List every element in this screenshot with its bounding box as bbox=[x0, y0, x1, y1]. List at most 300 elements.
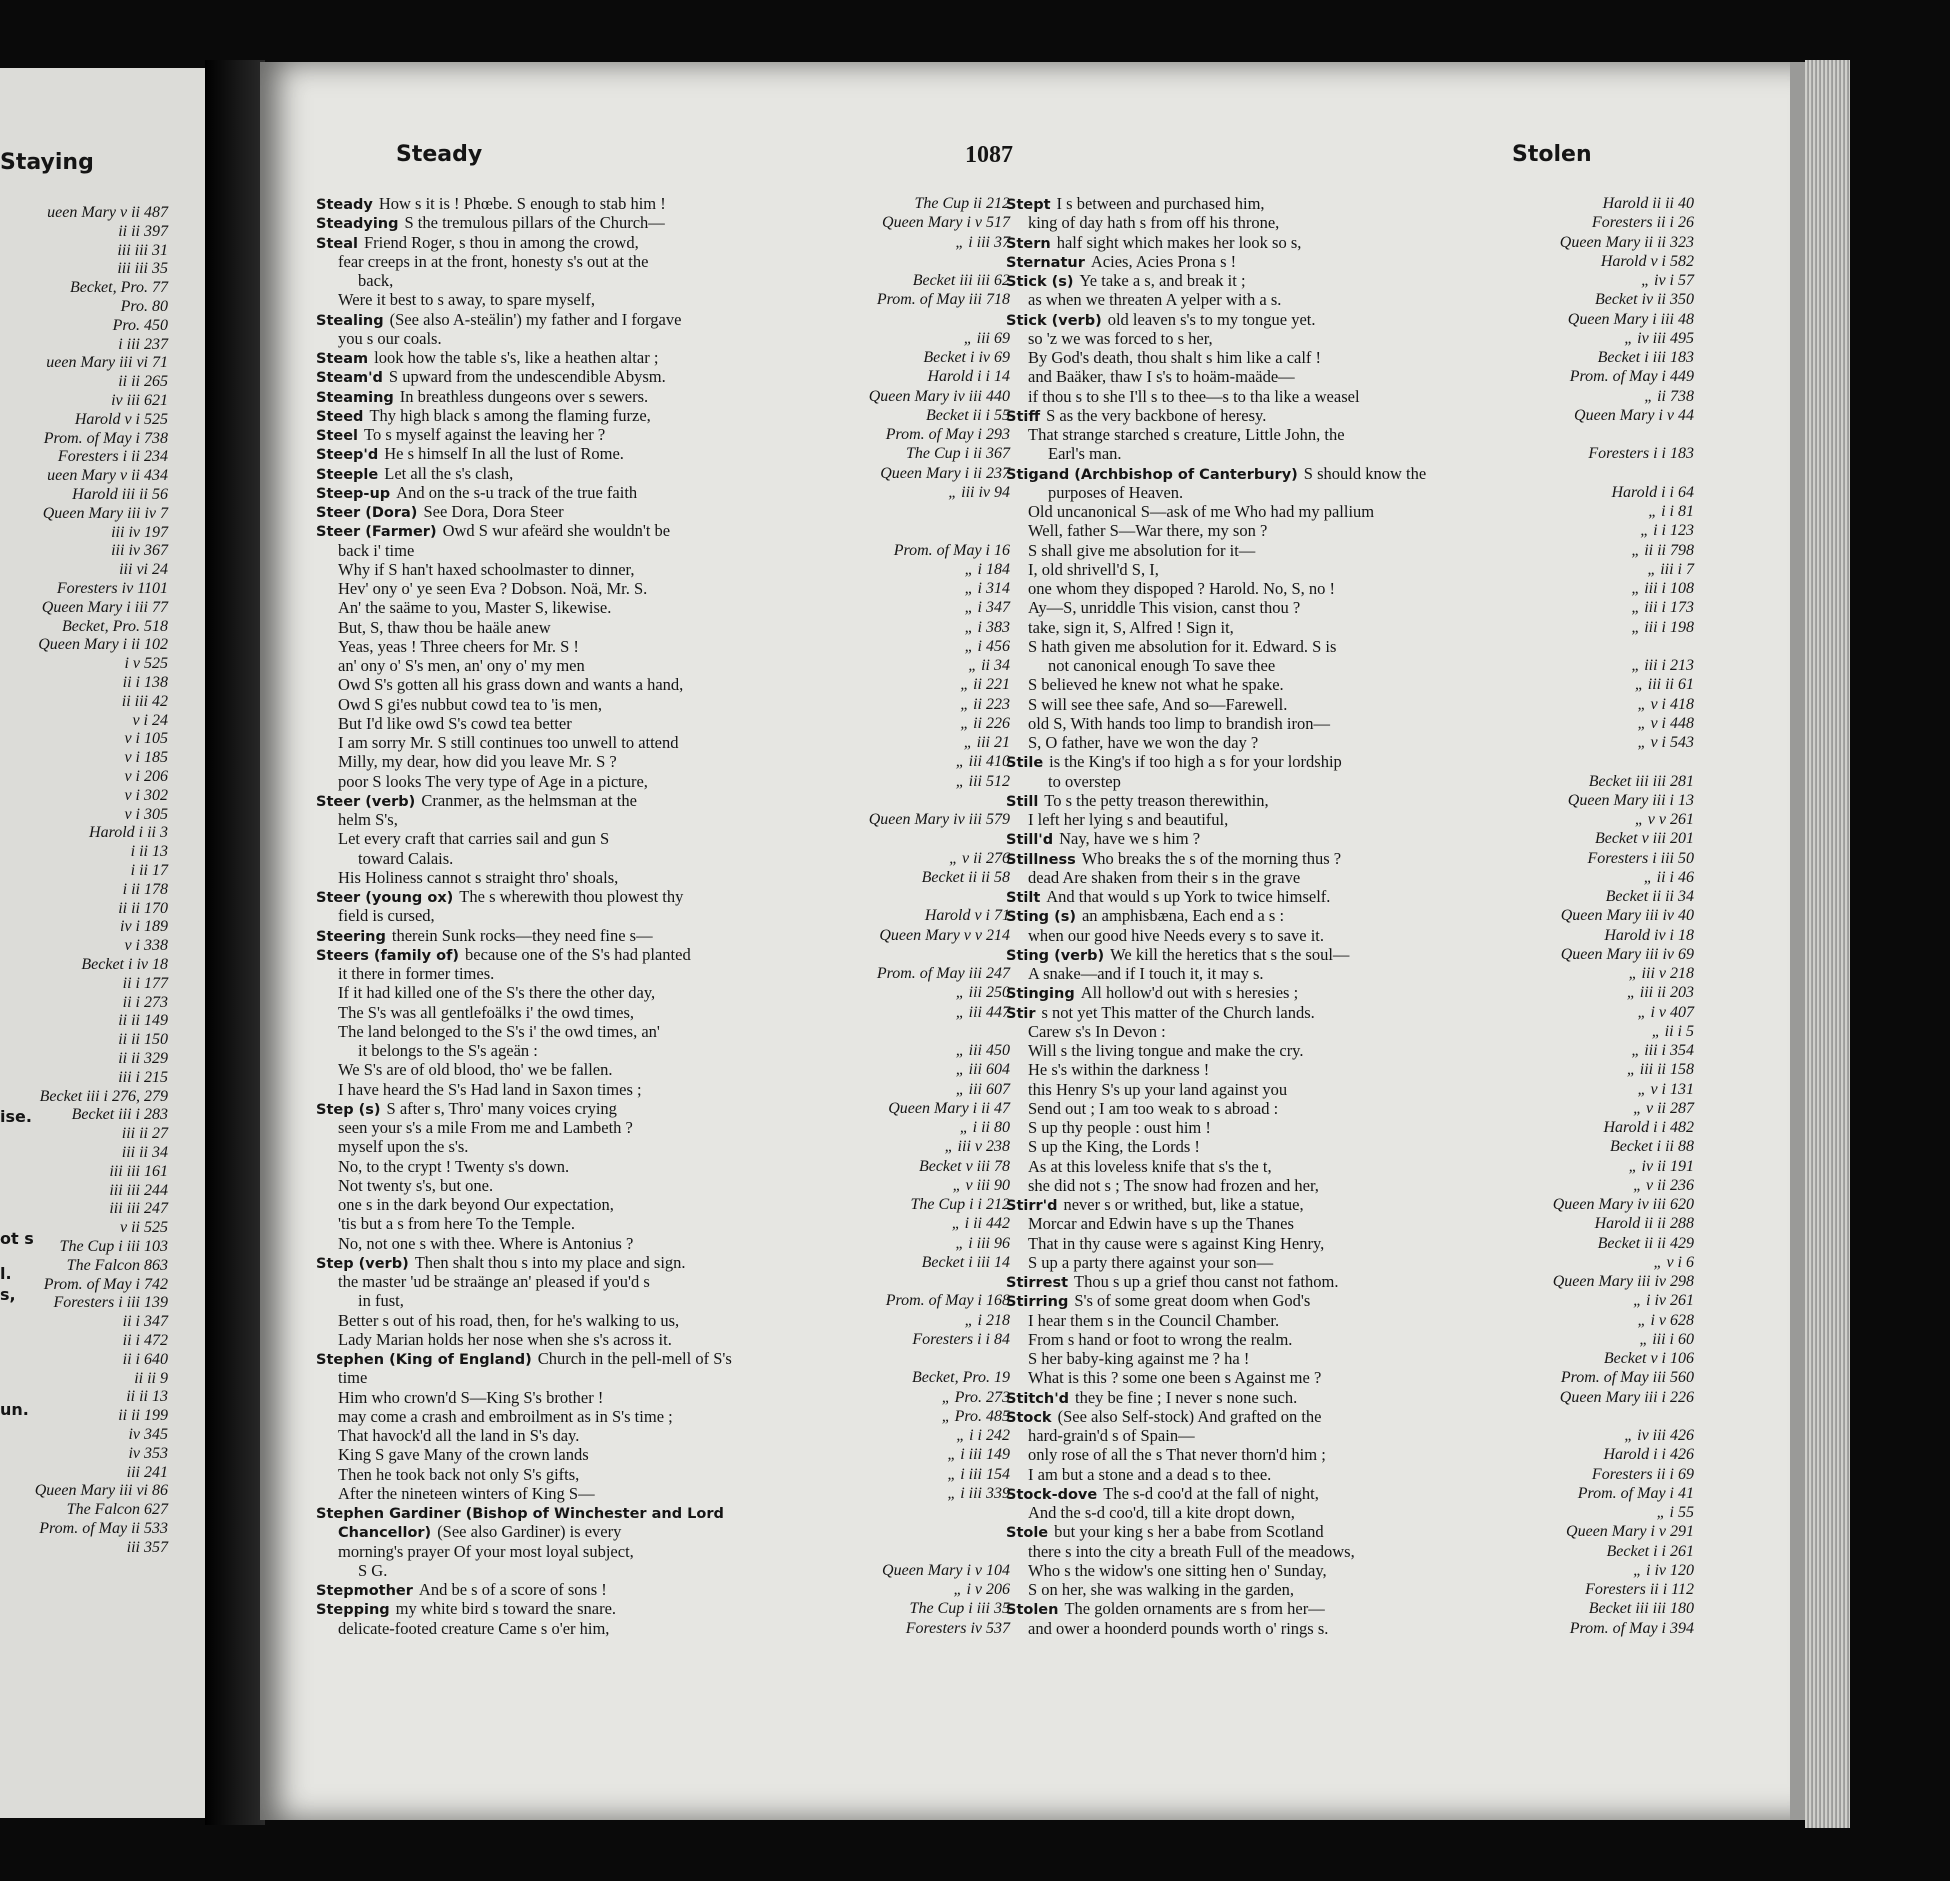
entry-quotation: half sight which makes her look so s, bbox=[1056, 232, 1302, 252]
index-entry bbox=[1006, 1330, 1694, 1350]
entry-quotation: it belongs to the S's ageän : bbox=[358, 1041, 538, 1060]
index-entry bbox=[316, 1368, 1010, 1388]
entry-quotation: Earl's man. bbox=[1048, 444, 1122, 464]
entry-text bbox=[1028, 1426, 1195, 1446]
entry-text bbox=[316, 425, 605, 446]
index-entry bbox=[1006, 1157, 1694, 1177]
entry-text bbox=[1048, 656, 1275, 676]
entry-text bbox=[316, 1349, 732, 1370]
left-page-ref: iii iii 247 bbox=[109, 1200, 168, 1218]
entry-headword: Stern bbox=[1006, 235, 1051, 252]
entry-quotation: to overstep bbox=[1048, 771, 1121, 791]
left-page-ref: i ii 17 bbox=[130, 862, 168, 879]
index-entry bbox=[316, 1561, 1010, 1581]
entry-quotation: as when we threaten A yelper with a s. bbox=[1028, 290, 1282, 310]
entry-headword: Stiff bbox=[1006, 408, 1041, 425]
entry-quotation: look how the table s's, like a heathen altar ; bbox=[374, 348, 659, 367]
entry-reference: „ iii iv 94 bbox=[948, 483, 1010, 501]
entry-headword: Stick (s) bbox=[1006, 274, 1074, 290]
entry-text bbox=[316, 1503, 730, 1524]
entry-reference: Becket i iv 69 bbox=[923, 349, 1010, 366]
entry-text bbox=[338, 1214, 575, 1234]
entry-reference: Queen Mary i v 291 bbox=[1566, 1523, 1694, 1541]
entry-reference: „ v ii 287 bbox=[1633, 1099, 1694, 1117]
entry-text bbox=[1028, 675, 1284, 695]
entry-reference: „ iii 512 bbox=[955, 772, 1010, 790]
entry-quotation: The s-d coo'd at the fall of night, bbox=[1103, 1483, 1319, 1503]
entry-reference: „ iii ii 61 bbox=[1634, 676, 1694, 694]
index-entry bbox=[1006, 945, 1694, 965]
entry-text bbox=[338, 1157, 569, 1177]
entry-headword: Stinging bbox=[1006, 986, 1075, 1003]
left-page-ref: Prom. of May i 742 bbox=[43, 1275, 168, 1293]
index-entry bbox=[316, 1484, 1010, 1504]
entry-text bbox=[358, 1041, 538, 1061]
entry-quotation: Acies, Acies Prona s ! bbox=[1090, 251, 1237, 271]
entry-quotation: helm S's, bbox=[338, 810, 398, 829]
entry-reference: „ iii v 238 bbox=[944, 1138, 1010, 1156]
entry-reference: Queen Mary iii i 226 bbox=[1559, 1388, 1694, 1406]
entry-reference: Harold i i 64 bbox=[1611, 483, 1694, 501]
entry-quotation: What is this ? some one been s Against me ? bbox=[1028, 1368, 1322, 1388]
entry-text bbox=[316, 1253, 686, 1274]
entry-reference: „ i 218 bbox=[964, 1311, 1010, 1329]
left-page-ref: v i 302 bbox=[124, 786, 168, 804]
entry-reference: „ v ii 276 bbox=[949, 849, 1010, 867]
entry-quotation: my white bird s toward the snare. bbox=[395, 1599, 617, 1619]
entry-text bbox=[1028, 1099, 1278, 1119]
index-entry bbox=[1006, 406, 1694, 426]
entry-quotation: The s wherewith thou plowest thy bbox=[459, 887, 684, 906]
entry-reference: „ i v 407 bbox=[1637, 1003, 1694, 1021]
left-page-ref: i ii 13 bbox=[130, 843, 168, 861]
index-entry bbox=[1006, 1099, 1694, 1119]
entry-quotation: Then shalt thou s into my place and sign. bbox=[414, 1252, 686, 1272]
entry-text bbox=[316, 945, 691, 966]
entry-quotation: and ower a hoonderd pounds worth o' rings s. bbox=[1028, 1618, 1329, 1638]
entry-text bbox=[338, 290, 595, 310]
entry-reference: „ v iii 90 bbox=[952, 1176, 1010, 1194]
entry-reference: „ iii i 7 bbox=[1647, 560, 1694, 578]
entry-text bbox=[1006, 906, 1284, 927]
entry-headword: Stephen Gardiner (Bishop of Winchester and Lord bbox=[316, 1506, 724, 1522]
entry-text bbox=[338, 1137, 468, 1157]
entry-quotation: Church in the pell-mell of S's bbox=[537, 1349, 732, 1368]
entry-quotation: S upward from the undescendible Abysm. bbox=[388, 367, 666, 387]
entry-quotation: And be s of a score of sons ! bbox=[418, 1580, 607, 1599]
entry-text bbox=[1028, 367, 1295, 387]
entry-quotation: From s hand or foot to wrong the realm. bbox=[1028, 1329, 1293, 1349]
entry-text bbox=[1028, 618, 1234, 638]
entry-text bbox=[338, 1118, 633, 1138]
entry-headword: Stirr'd bbox=[1006, 1198, 1058, 1214]
entry-quotation: Ye take a s, and break it ; bbox=[1079, 271, 1246, 290]
entry-quotation: I left her lying s and beautiful, bbox=[1028, 810, 1229, 829]
entry-quotation: He s himself In all the lust of Rome. bbox=[384, 444, 624, 464]
left-page-ref: iii iii 244 bbox=[109, 1181, 168, 1199]
entry-reference: Foresters ii i 112 bbox=[1585, 1581, 1694, 1598]
entry-quotation: fear creeps in at the front, honesty s's out at the bbox=[338, 251, 649, 271]
entry-quotation: Nay, have we s him ? bbox=[1059, 829, 1201, 849]
index-entry bbox=[1006, 868, 1694, 888]
entry-reference: „ v i 448 bbox=[1637, 714, 1694, 732]
entry-quotation: if thou s to she I'll s to thee—s to tha like a weasel bbox=[1028, 386, 1360, 406]
entry-text bbox=[1006, 752, 1342, 773]
index-entry bbox=[316, 598, 1010, 618]
entry-quotation: To s myself against the leaving her ? bbox=[364, 425, 606, 444]
entry-headword: Sternatur bbox=[1006, 254, 1085, 271]
entry-quotation: Lady Marian holds her nose when she s's across it. bbox=[338, 1329, 672, 1349]
entry-quotation: S, O father, have we won the day ? bbox=[1028, 733, 1259, 752]
index-entry bbox=[316, 464, 1010, 484]
index-entry bbox=[1006, 502, 1694, 522]
index-entry bbox=[316, 1214, 1010, 1234]
entry-headword: Stepmother bbox=[316, 1583, 413, 1599]
entry-reference: „ ii i 46 bbox=[1643, 868, 1694, 886]
entry-quotation: purposes of Heaven. bbox=[1048, 482, 1184, 502]
index-entry bbox=[316, 829, 1010, 849]
entry-quotation: myself upon the s's. bbox=[338, 1137, 469, 1157]
index-entry bbox=[316, 926, 1010, 946]
entry-reference: „ v i 543 bbox=[1637, 734, 1694, 751]
entry-reference: Becket iii iii 180 bbox=[1588, 1600, 1694, 1618]
entry-reference: Queen Mary ii ii 323 bbox=[1559, 233, 1694, 251]
entry-reference: „ iii i 198 bbox=[1631, 618, 1694, 636]
entry-text bbox=[316, 367, 666, 388]
left-page-ref: ii ii 199 bbox=[118, 1407, 168, 1425]
entry-headword: Stirrest bbox=[1006, 1275, 1069, 1291]
entry-quotation: All hollow'd out with s heresies ; bbox=[1080, 983, 1299, 1003]
entry-text bbox=[1028, 1619, 1328, 1639]
entry-headword: Stillness bbox=[1006, 851, 1076, 868]
entry-quotation: hard-grain'd s of Spain— bbox=[1028, 1426, 1195, 1445]
entry-text bbox=[1028, 1060, 1209, 1080]
entry-reference: „ i ii 442 bbox=[951, 1215, 1010, 1233]
index-entry bbox=[316, 348, 1010, 368]
left-page-ref: Becket iii i 276, 279 bbox=[39, 1087, 168, 1105]
entry-reference: „ ii i 5 bbox=[1651, 1022, 1694, 1040]
entry-text bbox=[1006, 406, 1266, 427]
entry-quotation: The S's was all gentlefoälks i' the owd times, bbox=[338, 1002, 635, 1022]
entry-quotation: and Baäker, thaw I s's to hoäm-maäde— bbox=[1028, 367, 1295, 387]
entry-text bbox=[316, 521, 670, 542]
entry-text bbox=[316, 233, 639, 254]
entry-text bbox=[338, 675, 683, 695]
left-page-ref: iv 345 bbox=[128, 1426, 168, 1443]
entry-quotation: delicate-footed creature Came s o'er him, bbox=[338, 1618, 610, 1638]
entry-text bbox=[1028, 1311, 1279, 1331]
entry-text bbox=[1006, 849, 1341, 870]
entry-text bbox=[338, 1330, 672, 1350]
index-entry bbox=[316, 502, 1010, 522]
entry-text bbox=[1006, 945, 1349, 966]
entry-quotation: time bbox=[338, 1368, 368, 1388]
entry-text bbox=[338, 1195, 614, 1215]
index-entry bbox=[1006, 752, 1694, 772]
entry-reference: „ v i 6 bbox=[1653, 1253, 1694, 1271]
entry-headword: Stole bbox=[1006, 1525, 1049, 1542]
entry-headword: Still'd bbox=[1006, 832, 1054, 849]
entry-quotation: Owd S wur afeärd she wouldn't be bbox=[442, 521, 671, 541]
index-entry bbox=[316, 1022, 1010, 1042]
entry-text bbox=[1028, 560, 1159, 580]
entry-quotation: Better s out of his road, then, for he's walking to us, bbox=[338, 1310, 680, 1330]
entry-text bbox=[1028, 868, 1300, 888]
entry-quotation: An' the saäme to you, Master S, likewise. bbox=[338, 598, 612, 618]
entry-quotation: I hear them s in the Council Chamber. bbox=[1028, 1310, 1280, 1330]
index-entry bbox=[1006, 637, 1694, 657]
index-entry bbox=[1006, 964, 1694, 984]
entry-headword: Steadying bbox=[316, 216, 399, 233]
index-entry bbox=[1006, 1619, 1694, 1639]
entry-headword: Stepping bbox=[316, 1602, 390, 1619]
entry-reference: „ iii i 60 bbox=[1639, 1330, 1694, 1348]
index-entry bbox=[316, 772, 1010, 792]
entry-quotation: I, old shrivell'd S, I, bbox=[1028, 559, 1159, 579]
index-entry bbox=[1006, 1022, 1694, 1042]
index-entry bbox=[1006, 425, 1694, 445]
index-entry bbox=[1006, 1599, 1694, 1619]
entry-quotation: king of day hath s from off his throne, bbox=[1028, 213, 1280, 233]
left-page-ref: v i 206 bbox=[124, 768, 168, 785]
left-page-ref: Harold v i 525 bbox=[74, 410, 168, 428]
entry-quotation: He s's within the darkness ! bbox=[1028, 1060, 1210, 1080]
entry-text bbox=[1028, 1465, 1271, 1485]
entry-text bbox=[1028, 579, 1335, 599]
entry-text bbox=[316, 1099, 617, 1120]
entry-quotation: morning's prayer Of your most loyal subject, bbox=[338, 1541, 634, 1561]
entry-text bbox=[338, 560, 635, 580]
index-entry bbox=[1006, 1465, 1694, 1485]
entry-reference: „ v ii 236 bbox=[1633, 1176, 1694, 1194]
entry-text bbox=[338, 1426, 579, 1446]
entry-text bbox=[338, 1080, 642, 1100]
entry-headword: Steer (Dora) bbox=[316, 505, 418, 521]
entry-reference: Harold iv i 18 bbox=[1604, 926, 1694, 944]
entry-reference: Harold v i 582 bbox=[1600, 252, 1694, 270]
entry-text bbox=[1028, 541, 1255, 561]
entry-reference: Becket ii ii 58 bbox=[921, 868, 1010, 886]
index-entry bbox=[316, 1407, 1010, 1427]
index-entry bbox=[316, 733, 1010, 753]
index-entry bbox=[1006, 810, 1694, 830]
entry-quotation: not canonical enough To save thee bbox=[1048, 656, 1276, 675]
index-entry bbox=[316, 1291, 1010, 1311]
entry-reference: „ i v 206 bbox=[953, 1581, 1010, 1598]
index-entry bbox=[1006, 1542, 1694, 1562]
entry-headword: Stigand (Archbishop of Canterbury) bbox=[1006, 466, 1298, 483]
entry-reference: „ i iv 261 bbox=[1633, 1292, 1694, 1310]
entry-text bbox=[1028, 1503, 1295, 1523]
entry-headword: Chancellor) bbox=[338, 1525, 432, 1542]
entry-headword: Stitch'd bbox=[1006, 1390, 1070, 1407]
entry-reference: „ ii ii 798 bbox=[1631, 541, 1694, 559]
index-entry bbox=[1006, 1484, 1694, 1504]
left-page-ref: ii ii 329 bbox=[118, 1050, 168, 1067]
entry-quotation: dead Are shaken from their s in the grave bbox=[1028, 867, 1301, 887]
entry-quotation: Who breaks the s of the morning thus ? bbox=[1081, 848, 1342, 868]
index-entry bbox=[1006, 1253, 1694, 1273]
index-entry bbox=[1006, 1349, 1694, 1369]
index-entry bbox=[316, 1157, 1010, 1177]
index-entry bbox=[1006, 1060, 1694, 1080]
entry-quotation: s not yet This matter of the Church lands. bbox=[1041, 1002, 1315, 1022]
index-entry bbox=[316, 791, 1010, 811]
left-page-ref: Becket, Pro. 77 bbox=[69, 279, 168, 297]
left-page-ref: iv iii 621 bbox=[111, 392, 168, 409]
entry-text bbox=[1048, 483, 1183, 503]
entry-text bbox=[338, 1272, 650, 1292]
entry-reference: Foresters iv 537 bbox=[905, 1619, 1010, 1637]
entry-quotation: Were it best to s away, to spare myself, bbox=[338, 290, 595, 310]
entry-reference: „ i iii 96 bbox=[955, 1234, 1010, 1252]
left-page-ref: ueen Mary v ii 434 bbox=[47, 467, 168, 485]
entry-headword: Steal bbox=[316, 235, 358, 252]
index-entry bbox=[1006, 579, 1694, 599]
index-entry bbox=[1006, 521, 1694, 541]
index-entry bbox=[1006, 387, 1694, 407]
entry-quotation: in fust, bbox=[358, 1291, 404, 1311]
entry-reference: Becket iv ii 350 bbox=[1594, 291, 1694, 309]
entry-reference: „ i iv 120 bbox=[1633, 1561, 1694, 1579]
entry-text bbox=[316, 483, 637, 504]
left-page-ref: iii iv 367 bbox=[111, 542, 168, 560]
entry-quotation: As at this loveless knife that s's the t, bbox=[1028, 1156, 1272, 1176]
entry-reference: Becket iii iii 62 bbox=[912, 272, 1010, 289]
index-entry bbox=[1006, 1522, 1694, 1542]
entry-text bbox=[338, 1060, 613, 1080]
entry-quotation: when our good hive Needs every s to save it. bbox=[1028, 925, 1325, 945]
entry-reference: Prom. of May i 449 bbox=[1569, 368, 1694, 386]
entry-reference: Queen Mary iii iv 69 bbox=[1560, 945, 1694, 963]
entry-reference: Queen Mary iv iii 440 bbox=[868, 387, 1010, 405]
index-entry bbox=[1006, 541, 1694, 561]
entry-reference: „ iii 410 bbox=[955, 753, 1010, 771]
entry-text bbox=[1006, 1484, 1319, 1505]
entry-reference: „ i 184 bbox=[964, 560, 1010, 578]
header-right-word: Stolen bbox=[1512, 142, 1592, 167]
entry-headword: Stept bbox=[1006, 197, 1051, 213]
entry-text bbox=[338, 964, 494, 984]
entry-reference: Becket v iii 201 bbox=[1594, 830, 1694, 848]
entry-reference: „ ii 34 bbox=[968, 657, 1010, 674]
entry-quotation: That havock'd all the land in S's day. bbox=[338, 1426, 580, 1445]
entry-quotation: it there in former times. bbox=[338, 964, 495, 983]
entry-reference: „ i v 628 bbox=[1637, 1311, 1694, 1329]
entry-text bbox=[1006, 887, 1330, 908]
entry-text bbox=[1028, 810, 1228, 830]
index-entry bbox=[316, 1503, 1010, 1523]
entry-text bbox=[358, 1561, 387, 1581]
left-page-ref: Harold i ii 3 bbox=[89, 824, 168, 842]
entry-reference: Prom. of May iii 247 bbox=[876, 965, 1010, 982]
left-page-ref: v ii 525 bbox=[120, 1219, 168, 1237]
entry-reference: Becket i ii 88 bbox=[1610, 1138, 1694, 1156]
entry-quotation: Will s the living tongue and make the cry. bbox=[1028, 1041, 1304, 1060]
left-page-ref: Pro. 450 bbox=[112, 316, 168, 334]
entry-headword: Stile bbox=[1006, 755, 1044, 772]
index-entry bbox=[1006, 444, 1694, 464]
entry-reference: „ i 55 bbox=[1656, 1504, 1694, 1521]
index-entry bbox=[316, 945, 1010, 965]
entry-reference: Becket v i 106 bbox=[1603, 1350, 1694, 1367]
entry-reference: Harold i i 482 bbox=[1603, 1119, 1694, 1136]
book-gutter bbox=[205, 60, 265, 1825]
left-page-ref: Pro. 80 bbox=[120, 298, 168, 315]
entry-quotation: King S gave Many of the crown lands bbox=[338, 1445, 589, 1465]
entry-text bbox=[1006, 464, 1426, 485]
entry-quotation: In breathless dungeons over s sewers. bbox=[399, 386, 649, 406]
left-page-ref: ii ii 9 bbox=[134, 1369, 168, 1387]
entry-quotation: Cranmer, as the helmsman at the bbox=[421, 790, 637, 810]
index-entry bbox=[1006, 926, 1694, 946]
index-entry bbox=[316, 1426, 1010, 1446]
entry-quotation: Ay—S, unriddle This vision, canst thou ? bbox=[1028, 598, 1301, 618]
index-entry bbox=[316, 1330, 1010, 1350]
entry-text bbox=[1028, 502, 1374, 522]
entry-reference: Harold v i 71 bbox=[924, 907, 1010, 925]
index-entry bbox=[316, 329, 1010, 349]
index-entry bbox=[1006, 1234, 1694, 1254]
entry-reference: Foresters i iii 50 bbox=[1587, 849, 1694, 867]
entry-reference: „ v v 261 bbox=[1634, 811, 1694, 828]
left-page-fragment: ot s bbox=[0, 1229, 34, 1248]
index-entry bbox=[316, 406, 1010, 426]
left-page-ref: iii i 215 bbox=[118, 1068, 168, 1086]
entry-text bbox=[316, 444, 624, 465]
entry-quotation: How s it is ! Phœbe. S enough to stab him ! bbox=[378, 194, 666, 213]
index-entry bbox=[316, 1118, 1010, 1138]
entry-reference: Queen Mary i iii 48 bbox=[1567, 310, 1694, 328]
entry-headword: Steer (young ox) bbox=[316, 890, 454, 906]
left-page-ref: iii iii 31 bbox=[117, 241, 168, 259]
entry-reference: „ i i 123 bbox=[1640, 522, 1694, 540]
entry-reference: Queen Mary v v 214 bbox=[879, 926, 1010, 944]
entry-headword: Steed bbox=[316, 408, 364, 425]
entry-quotation: S her baby-king against me ? ha ! bbox=[1028, 1349, 1250, 1368]
entry-text bbox=[358, 849, 453, 869]
entry-text bbox=[338, 714, 572, 734]
entry-reference: „ Pro. 485 bbox=[941, 1407, 1010, 1425]
entry-reference: „ i i 81 bbox=[1648, 503, 1694, 520]
entry-reference: „ Pro. 273 bbox=[941, 1388, 1010, 1406]
entry-reference: Becket i iii 14 bbox=[921, 1253, 1010, 1271]
index-entry bbox=[316, 1619, 1010, 1639]
entry-text bbox=[1028, 329, 1213, 349]
index-entry bbox=[1006, 733, 1694, 753]
index-entry bbox=[316, 444, 1010, 464]
entry-text bbox=[1028, 695, 1287, 715]
entry-headword: Steel bbox=[316, 428, 359, 444]
entry-headword: Stir bbox=[1006, 1005, 1036, 1022]
entry-quotation: Who s the widow's one sitting hen o' Sunday, bbox=[1028, 1560, 1327, 1580]
entry-quotation: But I'd like owd S's cowd tea better bbox=[338, 713, 572, 733]
entry-reference: „ iii ii 203 bbox=[1626, 984, 1694, 1002]
entry-reference: „ i 314 bbox=[964, 580, 1010, 597]
entry-reference: „ iii ii 158 bbox=[1626, 1061, 1694, 1079]
entry-quotation: Friend Roger, s thou in among the crowd, bbox=[363, 232, 639, 252]
entry-reference: Queen Mary iii i 13 bbox=[1567, 791, 1694, 809]
entry-quotation: I am sorry Mr. S still continues too unwell to attend bbox=[338, 733, 679, 752]
entry-reference: Prom. of May iii 560 bbox=[1560, 1369, 1694, 1387]
entry-quotation: S shall give me absolution for it— bbox=[1028, 540, 1256, 560]
entry-text bbox=[1006, 1272, 1338, 1293]
index-entry bbox=[316, 271, 1010, 291]
entry-reference: Foresters i i 183 bbox=[1588, 445, 1694, 463]
index-entry bbox=[316, 233, 1010, 253]
left-page-ref: ii ii 150 bbox=[118, 1031, 168, 1049]
left-page-ref: iv 353 bbox=[128, 1444, 168, 1462]
